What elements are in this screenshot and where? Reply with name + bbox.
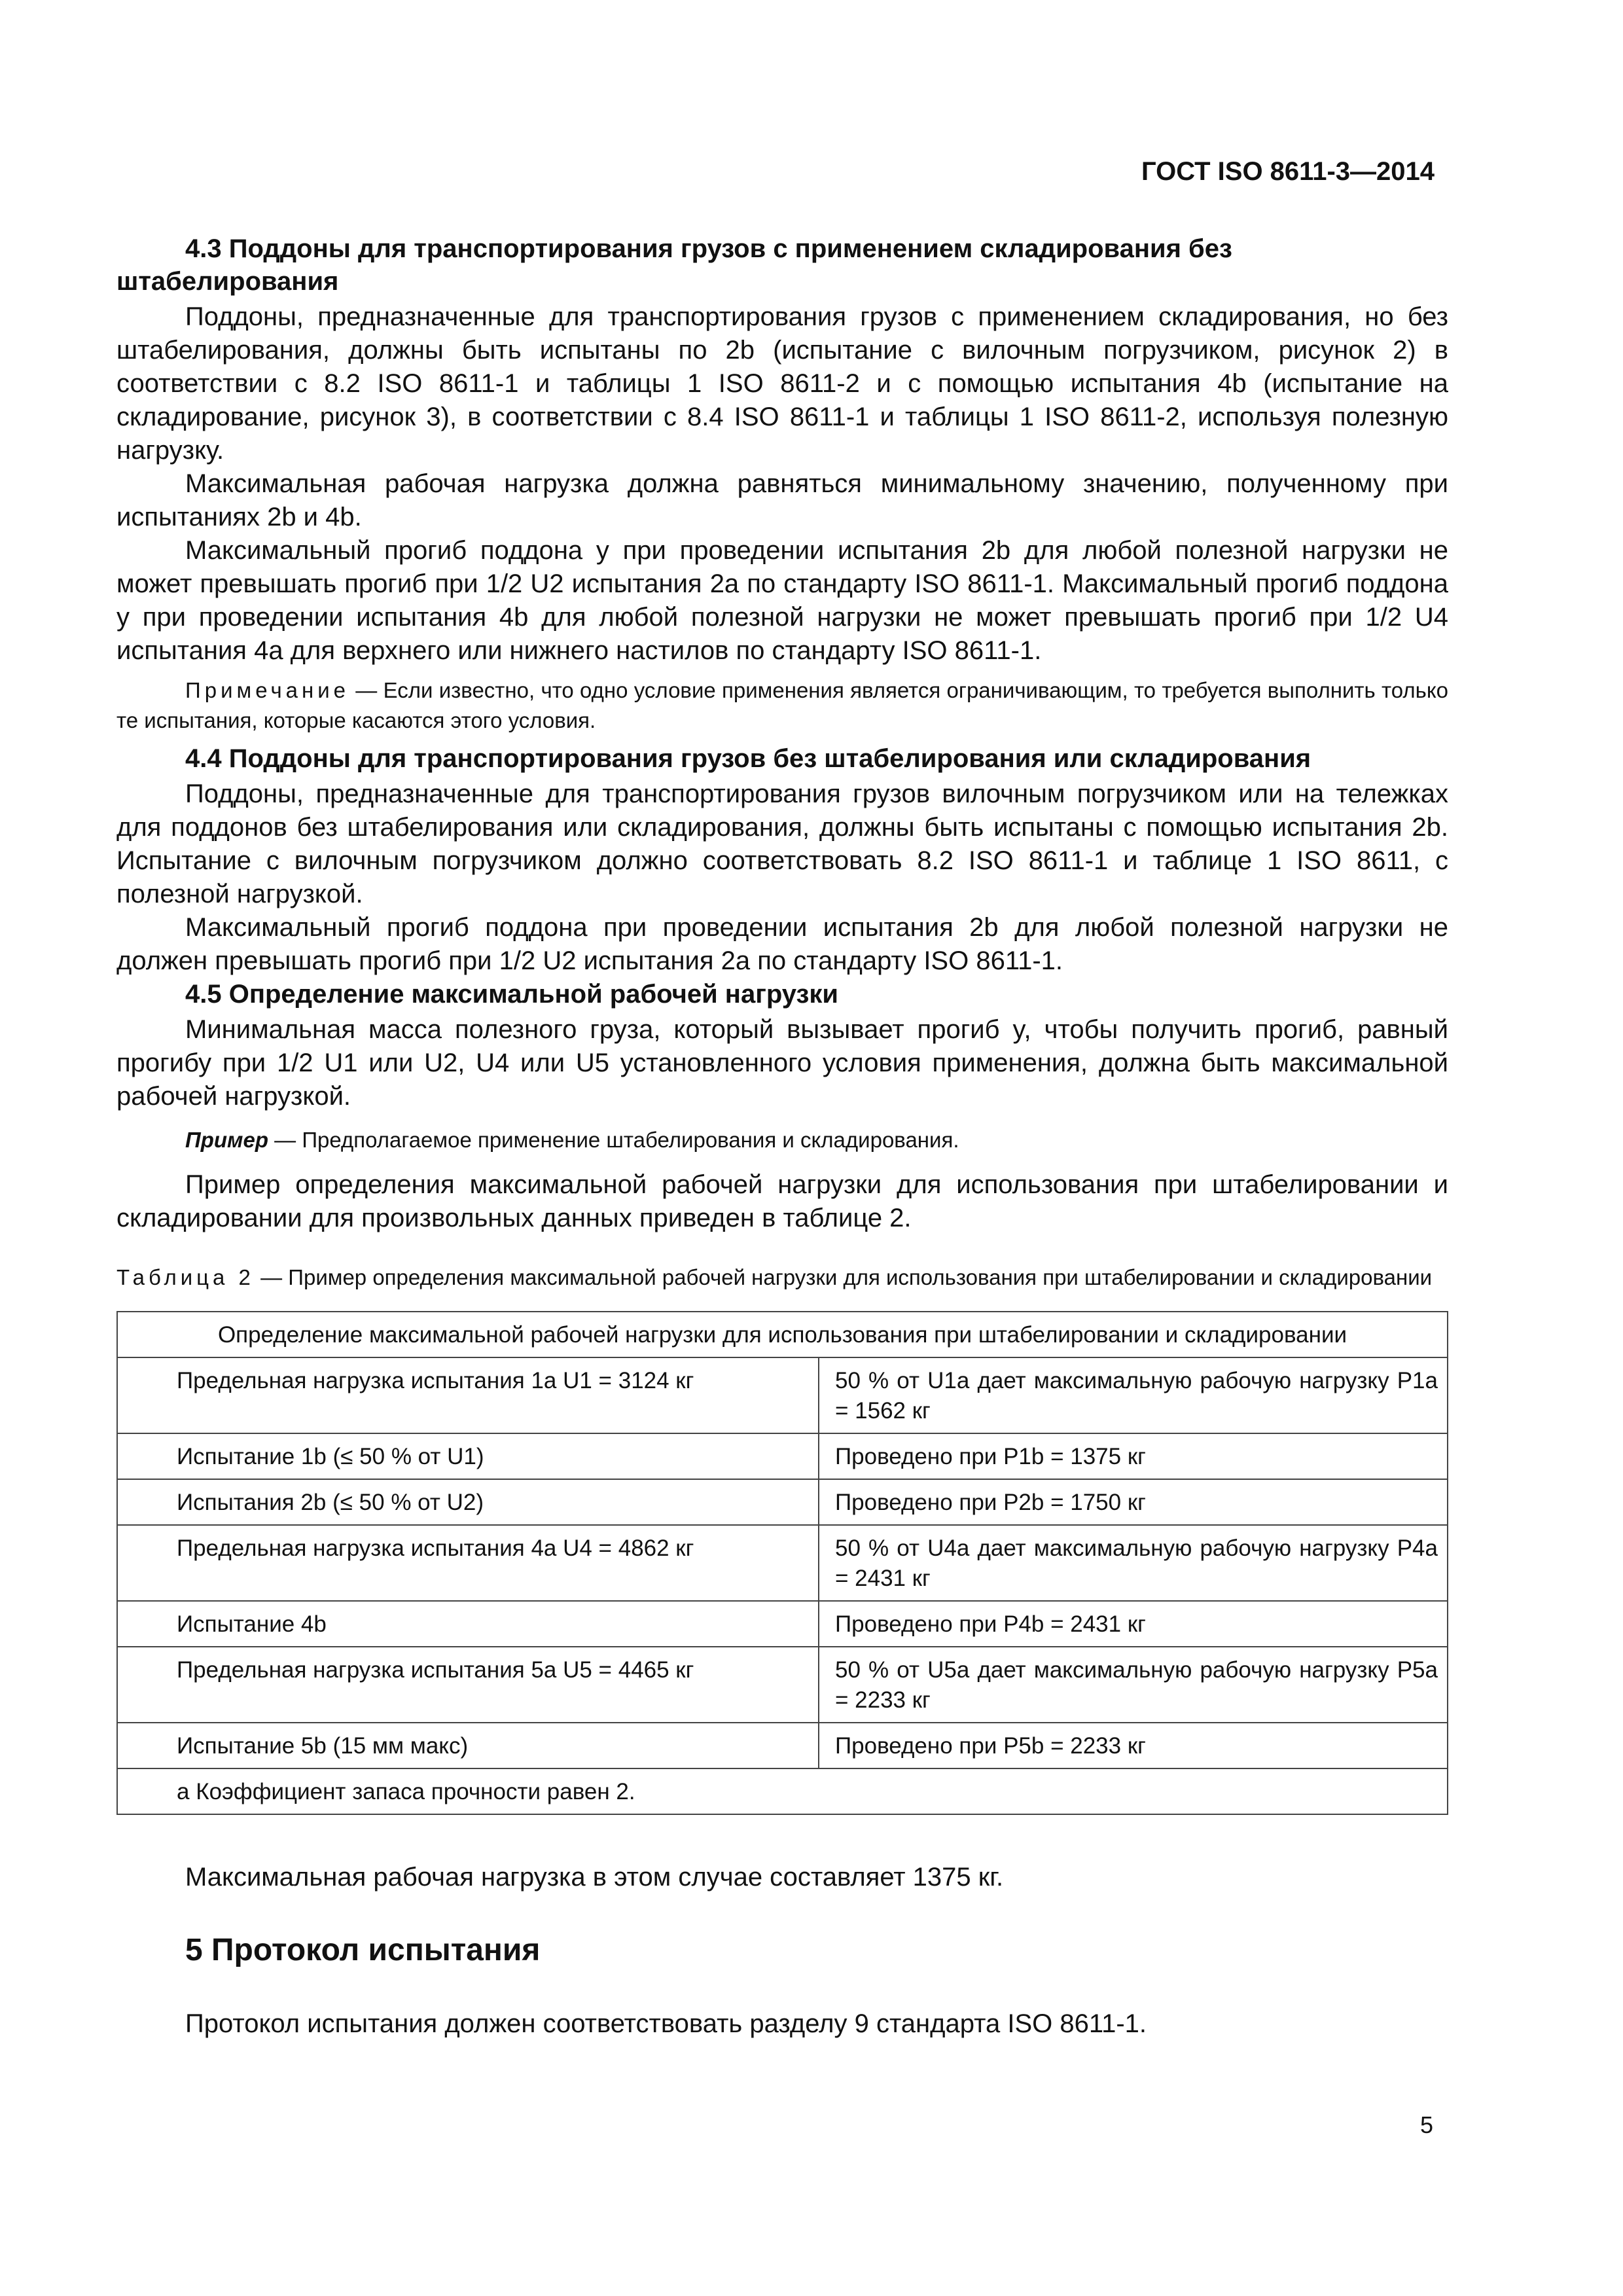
- table-cell-right: Проведено при P4b = 2431 кг: [819, 1601, 1448, 1647]
- section-4-3-title-line2: штабелирования: [116, 267, 339, 296]
- note: [116, 675, 1448, 736]
- section-4-4-paragraph-1: Поддоны, предназначенные для транспортирования грузов вилочным погрузчиком или на тележках для поддонов без штабелирования или складирования, должны быть испытаны с помощью испытания 2b. Испытание с вилочным погрузчиком должно соответствовать 8.2 ISO 8611-1 и таблице 1 ISO 8611, с полезной нагрузкой.: [116, 780, 1448, 908]
- section-5-paragraph: Протокол испытания должен соответствовать разделу 9 стандарта ISO 8611-1.: [185, 2009, 1147, 2038]
- table-row: [117, 1525, 1448, 1601]
- table-cell-left: Предельная нагрузка испытания 1a U1 = 3124 кг: [117, 1357, 819, 1433]
- section-4-3-title-line1: 4.3 Поддоны для транспортирования грузов с применением складирования без: [185, 234, 1232, 263]
- table-cell-left: Испытания 2b (≤ 50 % от U2): [117, 1479, 819, 1525]
- table-caption-label: Таблица 2: [116, 1265, 255, 1289]
- section-4-4-title: 4.4 Поддоны для транспортирования грузов без штабелирования или складирования: [185, 744, 1311, 773]
- table-cell-right: 50 % от U5a дает максимальную рабочую нагрузку P5a = 2233 кг: [819, 1647, 1448, 1723]
- page-content: [116, 232, 1448, 2041]
- table-cell-left: Испытание 1b (≤ 50 % от U1): [117, 1433, 819, 1479]
- section-4-3-paragraph-3: Максимальный прогиб поддона y при проведении испытания 2b для любой полезной нагрузки не может превышать прогиб при 1/2 U2 испытания 2a по стандарту ISO 8611-1. Максимальный прогиб поддона y при проведении испытания 4b для любой полезной нагрузки не может превышать прогиб при 1/2 U4 испытания 4a для верхнего или нижнего настилов по стандарту ISO 8611-1.: [116, 536, 1448, 665]
- table-header-row: [117, 1312, 1448, 1357]
- table-cell-right: Проведено при P1b = 1375 кг: [819, 1433, 1448, 1479]
- table-footnote-row: [117, 1768, 1448, 1814]
- section-4-5-title: 4.5 Определение максимальной рабочей нагрузки: [185, 980, 838, 1009]
- note-label: Примечание: [185, 678, 350, 702]
- table-cell-right: Проведено при P5b = 2233 кг: [819, 1723, 1448, 1768]
- section-4-3-paragraph-1: Поддоны, предназначенные для транспортирования грузов с применением складирования, но без штабелирования, должны быть испытаны по 2b (испытание с вилочным погрузчиком, рисунок 2) в соответствии с 8.2 ISO 8611-1 и таблицы 1 ISO 8611-2 и с помощью испытания 4b (испытание на складирование, рисунок 3), в соответствии с 8.4 ISO 8611-1 и таблицы 1 ISO 8611-2, используя полезную нагрузку.: [116, 302, 1448, 465]
- table-cell-left: Предельная нагрузка испытания 5a U5 = 4465 кг: [117, 1647, 819, 1723]
- after-table-paragraph: Максимальная рабочая нагрузка в этом случае составляет 1375 кг.: [185, 1863, 1004, 1892]
- table-row: [117, 1601, 1448, 1647]
- table-row: [117, 1357, 1448, 1433]
- table-cell-left: Испытание 4b: [117, 1601, 819, 1647]
- section-5-title: 5 Протокол испытания: [185, 1933, 541, 1967]
- section-4-5-paragraph-2: Пример определения максимальной рабочей нагрузки для использования при штабелировании и складировании для произвольных данных приведен в таблице 2.: [116, 1170, 1448, 1232]
- table-cell-right: 50 % от U1a дает максимальную рабочую нагрузку P1a = 1562 кг: [819, 1357, 1448, 1433]
- table-cell-left: Испытание 5b (15 мм макс): [117, 1723, 819, 1768]
- section-4-3-paragraph-2: Максимальная рабочая нагрузка должна равняться минимальному значению, полученному при испытаниях 2b и 4b.: [116, 469, 1448, 531]
- table-caption: [116, 1263, 1448, 1293]
- section-4-4-paragraph-2: Максимальный прогиб поддона при проведении испытания 2b для любой полезной нагрузки не должен превышать прогиб при 1/2 U2 испытания 2a по стандарту ISO 8611-1.: [116, 913, 1448, 975]
- note-text: — Если известно, что одно условие применения является ограничивающим, то требуется выполнить только те испытания, которые касаются этого условия.: [116, 678, 1448, 732]
- table-row: [117, 1647, 1448, 1723]
- table-footnote: a Коэффициент запаса прочности равен 2.: [117, 1768, 1448, 1814]
- table-row: [117, 1433, 1448, 1479]
- page-number: 5: [1419, 2111, 1433, 2138]
- table-cell-left: Предельная нагрузка испытания 4a U4 = 4862 кг: [117, 1525, 819, 1601]
- table-caption-text: — Пример определения максимальной рабочей нагрузки для использования при штабелировании и складировании: [254, 1265, 1433, 1289]
- example-text: — Предполагаемое применение штабелирования и складирования.: [268, 1128, 959, 1152]
- table-row: [117, 1723, 1448, 1768]
- section-4-3-title: [116, 232, 1448, 298]
- table-header-cell: Определение максимальной рабочей нагрузки для использования при штабелировании и складировании: [117, 1312, 1448, 1357]
- table-row: [117, 1479, 1448, 1525]
- document-header: ГОСТ ISO 8611-3—2014: [1141, 157, 1435, 186]
- example: [116, 1125, 1448, 1155]
- table-cell-right: 50 % от U4a дает максимальную рабочую нагрузку P4a = 2431 кг: [819, 1525, 1448, 1601]
- example-label: Пример: [185, 1128, 268, 1152]
- table-2: [116, 1311, 1448, 1815]
- table-cell-right: Проведено при P2b = 1750 кг: [819, 1479, 1448, 1525]
- section-4-5-paragraph-1: Минимальная масса полезного груза, который вызывает прогиб y, чтобы получить прогиб, равный прогибу при 1/2 U1 или U2, U4 или U5 установленного условия применения, должна быть максимальной рабочей нагрузкой.: [116, 1015, 1449, 1111]
